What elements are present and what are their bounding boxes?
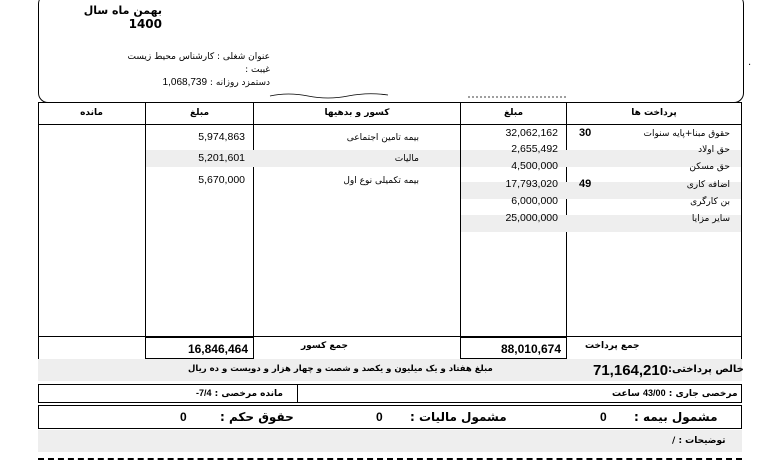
faded-text-overlap bbox=[268, 90, 568, 100]
deduction-amount: 5,670,000 bbox=[198, 174, 245, 186]
daily-wage-label: دستمزد روزانه : bbox=[209, 78, 270, 88]
leave-balance-value: 7/4- bbox=[196, 388, 212, 398]
notes-value: / bbox=[672, 436, 676, 446]
deduction-label: بیمه تامین اجتماعی bbox=[346, 133, 419, 143]
payment-amount: 6,000,000 bbox=[511, 195, 558, 207]
table-header-border bbox=[38, 124, 742, 125]
col-header-pay-amount: مبلغ bbox=[503, 108, 524, 118]
payment-amount: 32,062,162 bbox=[505, 127, 558, 139]
payment-label: حق مسکن bbox=[689, 162, 730, 172]
insured-value: 0 bbox=[600, 410, 607, 424]
insured-label: مشمول بیمه : bbox=[634, 410, 718, 424]
taxable-label: مشمول مالیات : bbox=[410, 410, 507, 424]
total-payments-value: 88,010,674 bbox=[460, 337, 567, 359]
payment-label: بن کارگری bbox=[690, 197, 730, 207]
current-leave-label: مرخصی جاری : bbox=[668, 389, 738, 399]
notes-label: توضیحات : bbox=[678, 436, 726, 446]
current-leave bbox=[612, 388, 738, 399]
cut-line bbox=[38, 458, 742, 460]
daily-wage-value: 1,068,739 bbox=[162, 77, 208, 88]
current-leave-value: 43/00 bbox=[643, 388, 666, 398]
payment-label: سایر مزایا bbox=[691, 214, 730, 224]
table-left-border bbox=[38, 102, 39, 359]
col-header-payments: پرداخت ها bbox=[631, 108, 677, 118]
payment-qty: 49 bbox=[579, 178, 592, 190]
total-payments-label: جمع پرداخت bbox=[585, 341, 640, 351]
col-header-balance: مانده bbox=[80, 108, 103, 118]
wage-value: 0 bbox=[180, 410, 187, 424]
deduction-amount: 5,201,601 bbox=[198, 152, 245, 164]
absence-line: غیبت : bbox=[245, 65, 270, 75]
payment-label: اضافه کاری bbox=[686, 180, 730, 190]
job-title: عنوان شغلی : کارشناس محیط زیست bbox=[127, 52, 270, 62]
stray-dot: . bbox=[748, 57, 752, 68]
payment-qty: 30 bbox=[579, 127, 592, 139]
total-deductions-value: 16,846,464 bbox=[145, 337, 254, 359]
payment-amount: 25,000,000 bbox=[505, 212, 558, 224]
leave-balance bbox=[196, 388, 283, 399]
table-right-border bbox=[741, 102, 742, 359]
payment-amount: 17,793,020 bbox=[505, 178, 558, 190]
net-pay-words: مبلغ هفتاد و یک میلیون و یکصد و شصت و چهار هزار و دویست و ده ریال bbox=[188, 364, 493, 374]
leave-balance-label: مانده مرخصی : bbox=[214, 389, 283, 399]
period-label: بهمن ماه سال bbox=[83, 4, 162, 17]
total-deductions-label: جمع کسور bbox=[301, 341, 349, 351]
col-header-deductions: کسور و بدهیها bbox=[324, 108, 390, 118]
net-pay-value: 71,164,210 bbox=[593, 362, 669, 379]
deduction-label: مالیات bbox=[394, 154, 419, 164]
payslip-table bbox=[38, 102, 742, 359]
notes bbox=[672, 436, 725, 446]
payment-label: حقوق مبنا+پایه سنوات bbox=[643, 129, 730, 139]
deduction-label: بیمه تکمیلی نوع اول bbox=[343, 176, 419, 186]
col-divider-2 bbox=[253, 102, 254, 359]
deduction-amount: 5,974,863 bbox=[198, 131, 245, 143]
notes-band bbox=[38, 430, 742, 452]
net-pay-label: خالص پرداختی: bbox=[668, 364, 744, 375]
payment-amount: 4,500,000 bbox=[511, 160, 558, 172]
table-body-bottom bbox=[38, 336, 742, 337]
payment-label: حق اولاد bbox=[698, 145, 730, 155]
wage-label: حقوق حکم : bbox=[220, 410, 294, 424]
col-header-ded-amount: مبلغ bbox=[189, 108, 210, 118]
payment-amount: 2,655,492 bbox=[511, 143, 558, 155]
period-year: 1400 bbox=[128, 17, 162, 31]
current-leave-unit: ساعت bbox=[612, 389, 640, 399]
taxable-value: 0 bbox=[376, 410, 383, 424]
period-title bbox=[52, 4, 162, 31]
daily-wage bbox=[156, 77, 270, 88]
